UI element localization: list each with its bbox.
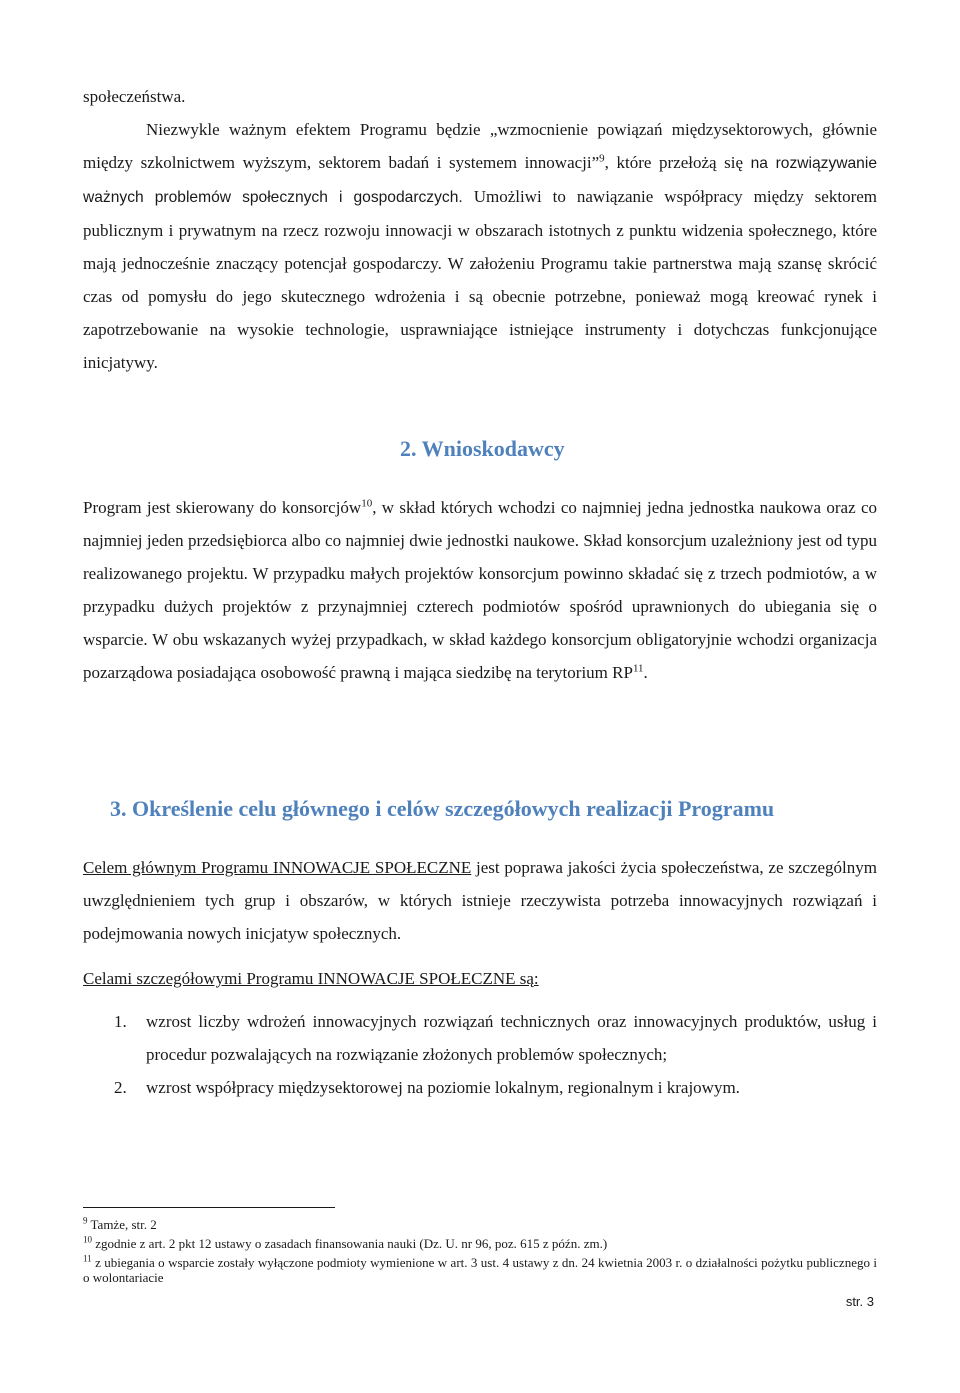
para1-text-c: na rozwiązywanie ważnych problemów społecznych i gospodarczych.: [83, 155, 877, 206]
para1-text-e: W założeniu Programu takie partnerstwa mają szansę skrócić czas od pomysłu do jego skutecznego wdrożenia i są obecnie potrzebne, ponieważ mogą kreować rynek i zapotrzebowanie na wysokie technologie, usprawniające istniejące instrumenty i dotychczas funkcjonujące inicjatywy.: [83, 254, 877, 372]
specific-goals-label: Celami szczegółowymi Programu INNOWACJE SPOŁECZNE są:: [83, 969, 539, 988]
list-item-text: wzrost liczby wdrożeń innowacyjnych rozwiązań technicznych oraz innowacyjnych produktów, usług i procedur pozwalających na rozwiązanie złożonych problemów społecznych;: [146, 1012, 877, 1064]
footnote-9: [83, 1217, 877, 1232]
footnote-number: 11: [83, 1253, 92, 1264]
list-item: [83, 1071, 877, 1104]
list-item: [83, 1005, 877, 1071]
footnote-ref-11[interactable]: 11: [632, 662, 644, 675]
section-3-heading: 3. Określenie celu głównego i celów szczegółowych realizacji Programu: [110, 796, 775, 821]
section2-text-b: , w skład których wchodzi co najmniej jedna jednostka naukowa oraz co najmniej jeden przedsiębiorca albo co najmniej dwie jednostki naukowe. Skład konsorcjum uzależniony jest od typu realizowanego projektu. W przypadku małych projektów konsorcjum powinno składać się z trzech podmiotów, a w przypadku dużych projektów z przynajmniej czterech podmiotów spośród uprawnionych do ubiegania się o wsparcie. W obu wskazanych wyżej przypadkach, w skład każdego konsorcjum obligatoryjnie wchodzi organizacja pozarządowa posiadająca osobowość prawną i mająca siedzibę na terytorium RP: [83, 498, 878, 682]
specific-goals-list: [83, 1005, 877, 1104]
page-number: str. 3: [845, 1294, 874, 1309]
list-item-text: wzrost współpracy międzysektorowej na poziomie lokalnym, regionalnym i krajowym.: [146, 1078, 740, 1097]
section2-text-a: Program jest skierowany do konsorcjów: [83, 498, 362, 517]
footnote-11: [83, 1255, 877, 1285]
section2-text-c: .: [643, 663, 648, 682]
footnote-ref-10[interactable]: 10: [361, 497, 373, 510]
para1-text-d: Umożliwi to nawiązanie współpracy między sektorem publicznym i prywatnym na rzecz rozwoju innowacji w obszarach istotnych z punktu widzenia społecznego, które mają jednocześnie znaczący potencjał gospodarczy.: [83, 187, 877, 273]
footnote-number: 10: [83, 1234, 92, 1245]
footnote-text: Tamże, str. 2: [87, 1217, 157, 1232]
main-goal-label: Celem głównym Programu INNOWACJE SPOŁECZNE: [83, 858, 472, 877]
footnote-separator: [83, 1207, 335, 1208]
list-item-number: 2.: [114, 1078, 127, 1097]
para1-text-b: , które przełożą się: [604, 153, 744, 172]
footnote-ref-9[interactable]: 9: [599, 152, 605, 165]
paragraph-1: [83, 113, 877, 379]
footnote-10: [83, 1236, 877, 1251]
list-item-number: 1.: [114, 1012, 127, 1031]
section-2-paragraph: [83, 491, 877, 689]
top-fragment: społeczeństwa.: [83, 87, 186, 106]
main-goal-paragraph: [83, 851, 877, 950]
footnote-number: 9: [83, 1215, 88, 1226]
footnote-text: zgodnie z art. 2 pkt 12 ustawy o zasadach finansowania nauki (Dz. U. nr 96, poz. 615 z późn. zm.): [92, 1236, 608, 1251]
main-goal-text: jest poprawa jakości życia społeczeństwa, ze szczególnym uwzględnieniem tych grup i obszarów, w których istnieje rzeczywista potrzeba innowacyjnych rozwiązań i podejmowania nowych inicjatyw społecznych.: [83, 858, 877, 943]
footnote-text: z ubiegania o wsparcie zostały wyłączone podmioty wymienione w art. 3 ust. 4 ustawy z dn. 24 kwietnia 2003 r. o działalności pożytku publicznego i o wolontariacie: [83, 1255, 877, 1285]
section-2-heading: 2. Wnioskodawcy: [400, 436, 565, 461]
para1-text-a: Niezwykle ważnym efektem Programu będzie „wzmocnienie powiązań międzysektorowych, głównie między szkolnictwem wyższym, sektorem badań i systemem innowacji”: [83, 120, 877, 172]
